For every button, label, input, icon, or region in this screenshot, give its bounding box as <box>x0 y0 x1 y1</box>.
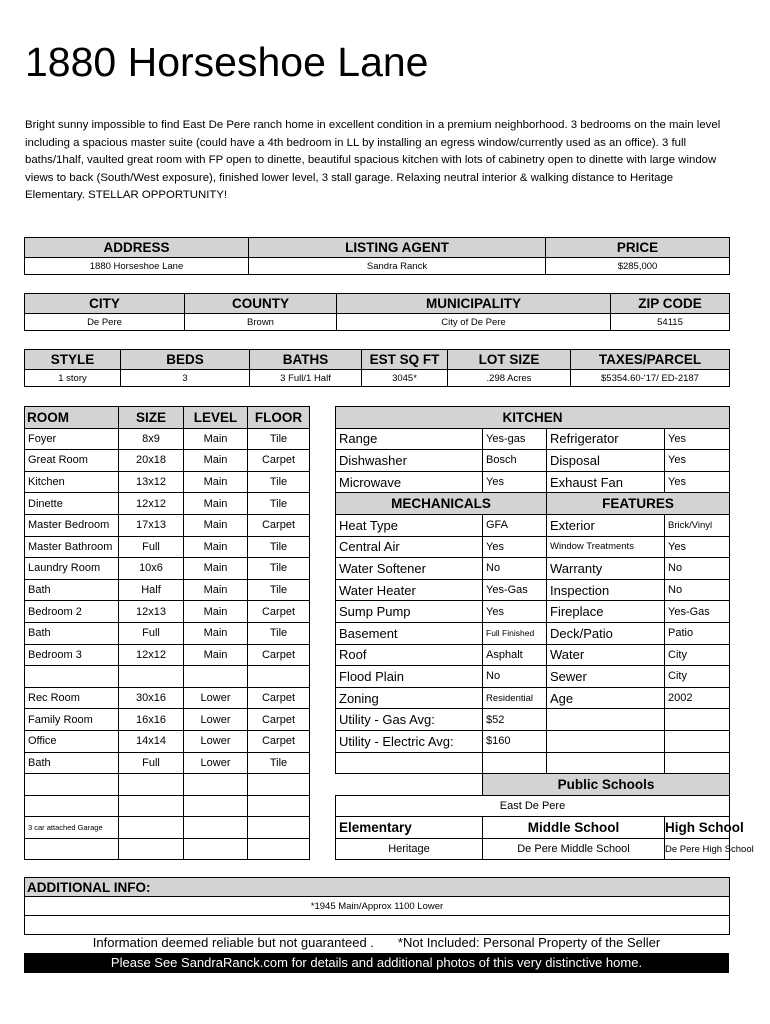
room-floor: Carpet <box>248 687 310 709</box>
room-floor <box>248 817 310 839</box>
room-row <box>25 471 310 493</box>
summary-table-address <box>24 237 730 275</box>
features-table <box>335 406 754 860</box>
room-level: Main <box>184 450 248 472</box>
elementary-school: Heritage <box>336 838 483 860</box>
room-floor <box>248 795 310 817</box>
room-name: Laundry Room <box>25 558 119 580</box>
room-row <box>25 428 310 450</box>
mechanicals-value: GFA <box>483 514 547 536</box>
room-name: Master Bathroom <box>25 536 119 558</box>
mechanicals-value: No <box>483 666 547 688</box>
room-size: 14x14 <box>119 730 184 752</box>
mechanicals-row <box>336 558 730 580</box>
mechanicals-value: Yes-Gas <box>483 579 547 601</box>
mechanicals-feature-label: Exterior <box>547 514 665 536</box>
kitchen-header: KITCHEN <box>336 407 730 429</box>
mechanicals-feature-value <box>665 730 730 752</box>
kitchen-feature-value: Yes <box>665 428 730 450</box>
room-name: Rec Room <box>25 687 119 709</box>
room-floor: Carpet <box>248 644 310 666</box>
taxes-value: $5354.60-'17/ ED-2187 <box>571 370 730 387</box>
mechanicals-value: Yes <box>483 601 547 623</box>
room-row <box>25 687 310 709</box>
mechanicals-feature-value: City <box>665 644 730 666</box>
room-size: 16x16 <box>119 709 184 731</box>
mechanicals-row <box>336 709 730 731</box>
mechanicals-feature-label: Window Treatments <box>547 536 665 558</box>
website-banner: Please See SandraRanck.com for details and additional photos of this very distinctive home. <box>24 953 729 973</box>
room-level: Lower <box>184 730 248 752</box>
room-size <box>119 795 184 817</box>
room-row <box>25 730 310 752</box>
room-floor: Carpet <box>248 709 310 731</box>
kitchen-feature-label: Exhaust Fan <box>547 471 665 493</box>
mechanicals-value: $160 <box>483 730 547 752</box>
floor-header: FLOOR <box>248 407 310 429</box>
mechanicals-feature-label: Fireplace <box>547 601 665 623</box>
room-size: 12x12 <box>119 644 184 666</box>
rooms-table <box>24 406 310 860</box>
mechanicals-value: Residential <box>483 687 547 709</box>
room-row <box>25 622 310 644</box>
room-size <box>119 817 184 839</box>
room-level <box>184 774 248 796</box>
price-value: $285,000 <box>546 258 730 275</box>
mechanicals-label: Flood Plain <box>336 666 483 688</box>
mechanicals-header: MECHANICALS <box>336 493 547 515</box>
room-size: 13x12 <box>119 471 184 493</box>
room-row <box>25 558 310 580</box>
room-header: ROOM <box>25 407 119 429</box>
municipality-value: City of De Pere <box>337 314 611 331</box>
not-included-text: *Not Included: Personal Property of the Seller <box>397 935 661 950</box>
room-name: Kitchen <box>25 471 119 493</box>
room-name <box>25 666 119 688</box>
lot-size-value: .298 Acres <box>448 370 571 387</box>
mechanicals-row <box>336 687 730 709</box>
room-level: Main <box>184 471 248 493</box>
kitchen-feature-label: Disposal <box>547 450 665 472</box>
room-row <box>25 493 310 515</box>
room-size: Full <box>119 536 184 558</box>
room-floor <box>248 774 310 796</box>
schools-header-row <box>336 774 730 796</box>
room-size <box>119 838 184 860</box>
property-description: Bright sunny impossible to find East De Pere ranch home in excellent condition in a premium neighborhood. 3 bedrooms on the main level including a spacious master suite (could have a 4th bedroom in LL by installing an egress window/currently used as an office). 3 full baths/1half, vaulted great room with FP open to dinette, beautiful spacious kitchen with lots of cabinetry open to dinette with large window views to back (South/West exposure), finished lower level, 3 stall garage. Relaxing neutral interior & walking distance to Heritage Elementary. STELLAR OPPORTUNITY! <box>25 119 721 201</box>
room-floor: Tile <box>248 471 310 493</box>
listing-agent-value: Sandra Ranck <box>249 258 546 275</box>
room-level: Main <box>184 536 248 558</box>
county-value: Brown <box>185 314 337 331</box>
room-level: Lower <box>184 709 248 731</box>
mechanicals-row <box>336 579 730 601</box>
room-size: 8x9 <box>119 428 184 450</box>
room-row <box>25 514 310 536</box>
kitchen-feature-value: Yes <box>665 450 730 472</box>
kitchen-label: Microwave <box>336 471 483 493</box>
additional-info-line: *1945 Main/Approx 1100 Lower <box>25 897 730 916</box>
room-floor: Tile <box>248 752 310 774</box>
sqft-value: 3045* <box>362 370 448 387</box>
room-floor: Tile <box>248 428 310 450</box>
room-size: 12x12 <box>119 493 184 515</box>
mechanicals-feature-value: Patio <box>665 622 730 644</box>
room-level: Main <box>184 644 248 666</box>
room-name: Bedroom 2 <box>25 601 119 623</box>
room-name: Dinette <box>25 493 119 515</box>
room-floor: Carpet <box>248 730 310 752</box>
room-floor <box>248 838 310 860</box>
high-school: De Pere High School <box>665 838 730 860</box>
mechanicals-feature-value: No <box>665 579 730 601</box>
mechanicals-label: Roof <box>336 644 483 666</box>
spacer-row <box>336 752 730 774</box>
empty-cell <box>483 752 547 774</box>
kitchen-label: Dishwasher <box>336 450 483 472</box>
sqft-label: EST SQ FT <box>362 350 448 370</box>
room-level: Main <box>184 493 248 515</box>
room-size: 12x13 <box>119 601 184 623</box>
mechanicals-value: Yes <box>483 536 547 558</box>
room-name: Bath <box>25 622 119 644</box>
address-label: ADDRESS <box>25 238 249 258</box>
school-district-row <box>336 795 730 817</box>
mechanicals-feature-value: Yes <box>665 536 730 558</box>
mechanicals-feature-value: No <box>665 558 730 580</box>
room-name: Foyer <box>25 428 119 450</box>
mechanicals-feature-value: Yes-Gas <box>665 601 730 623</box>
kitchen-feature-value: Yes <box>665 471 730 493</box>
city-label: CITY <box>25 294 185 314</box>
room-size: Half <box>119 579 184 601</box>
additional-info-table <box>24 877 730 935</box>
kitchen-feature-label: Refrigerator <box>547 428 665 450</box>
room-size: 20x18 <box>119 450 184 472</box>
mechanicals-row <box>336 601 730 623</box>
room-level <box>184 838 248 860</box>
room-level: Main <box>184 601 248 623</box>
room-name <box>25 774 119 796</box>
room-row <box>25 666 310 688</box>
mechanicals-feature-label: Sewer <box>547 666 665 688</box>
room-row <box>25 752 310 774</box>
room-level: Lower <box>184 687 248 709</box>
mechanicals-value: Full Finished <box>483 622 547 644</box>
room-level: Main <box>184 514 248 536</box>
mechanicals-label: Central Air <box>336 536 483 558</box>
beds-value: 3 <box>121 370 250 387</box>
mechanicals-row <box>336 644 730 666</box>
zip-value: 54115 <box>611 314 730 331</box>
additional-info-line-2 <box>25 916 730 935</box>
room-name: Bath <box>25 579 119 601</box>
room-level: Main <box>184 579 248 601</box>
mechanicals-feature-value: Brick/Vinyl <box>665 514 730 536</box>
room-floor: Tile <box>248 536 310 558</box>
disclaimer-text: Information deemed reliable but not guaranteed . <box>92 935 374 950</box>
style-label: STYLE <box>25 350 121 370</box>
room-row <box>25 774 310 796</box>
room-size: Full <box>119 622 184 644</box>
room-floor: Tile <box>248 622 310 644</box>
mechanicals-row <box>336 730 730 752</box>
address-value: 1880 Horseshoe Lane <box>25 258 249 275</box>
mechanicals-label: Water Heater <box>336 579 483 601</box>
mechanicals-label: Water Softener <box>336 558 483 580</box>
room-name: Family Room <box>25 709 119 731</box>
room-name: Great Room <box>25 450 119 472</box>
room-name: Office <box>25 730 119 752</box>
room-row <box>25 450 310 472</box>
empty-cell <box>547 752 665 774</box>
mechanicals-value: $52 <box>483 709 547 731</box>
mechanicals-feature-label: Warranty <box>547 558 665 580</box>
taxes-label: TAXES/PARCEL <box>571 350 730 370</box>
mechanicals-label: Utility - Gas Avg: <box>336 709 483 731</box>
room-name: Master Bedroom <box>25 514 119 536</box>
baths-label: BATHS <box>250 350 362 370</box>
room-level <box>184 795 248 817</box>
price-label: PRICE <box>546 238 730 258</box>
middle-school: De Pere Middle School <box>483 838 665 860</box>
beds-label: BEDS <box>121 350 250 370</box>
mechanicals-value: Asphalt <box>483 644 547 666</box>
mechanicals-feature-label: Water <box>547 644 665 666</box>
room-name: 3 car attached Garage <box>25 817 119 839</box>
room-row <box>25 579 310 601</box>
public-schools-header: Public Schools <box>483 774 730 796</box>
baths-value: 3 Full/1 Half <box>250 370 362 387</box>
room-level: Main <box>184 622 248 644</box>
room-level: Lower <box>184 752 248 774</box>
disclaimer-line <box>24 935 729 950</box>
mechanicals-feature-label: Deck/Patio <box>547 622 665 644</box>
school-names-row <box>336 838 730 860</box>
school-district: East De Pere <box>336 795 730 817</box>
room-size: Full <box>119 752 184 774</box>
room-level: Main <box>184 558 248 580</box>
elementary-label: Elementary <box>336 817 483 839</box>
mechanicals-feature-label: Inspection <box>547 579 665 601</box>
mechanicals-row <box>336 666 730 688</box>
room-name <box>25 838 119 860</box>
room-floor: Carpet <box>248 514 310 536</box>
room-row <box>25 709 310 731</box>
style-value: 1 story <box>25 370 121 387</box>
mechanicals-label: Utility - Electric Avg: <box>336 730 483 752</box>
middle-school-label: Middle School <box>483 817 665 839</box>
level-header: LEVEL <box>184 407 248 429</box>
room-floor: Tile <box>248 493 310 515</box>
mechanicals-feature-label <box>547 730 665 752</box>
room-floor: Carpet <box>248 450 310 472</box>
room-level: Main <box>184 428 248 450</box>
city-value: De Pere <box>25 314 185 331</box>
mechanicals-value: No <box>483 558 547 580</box>
school-labels-row <box>336 817 730 839</box>
kitchen-label: Range <box>336 428 483 450</box>
empty-cell <box>665 752 730 774</box>
summary-table-location <box>24 293 730 331</box>
room-level <box>184 817 248 839</box>
empty-cell <box>336 752 483 774</box>
kitchen-row <box>336 428 730 450</box>
room-name <box>25 795 119 817</box>
kitchen-value: Yes <box>483 471 547 493</box>
room-size <box>119 666 184 688</box>
mechanicals-label: Zoning <box>336 687 483 709</box>
size-header: SIZE <box>119 407 184 429</box>
room-size: 17x13 <box>119 514 184 536</box>
room-row <box>25 838 310 860</box>
room-floor: Tile <box>248 579 310 601</box>
mechanicals-label: Sump Pump <box>336 601 483 623</box>
kitchen-row <box>336 450 730 472</box>
additional-info-header: ADDITIONAL INFO: <box>25 878 730 897</box>
room-row <box>25 795 310 817</box>
kitchen-value: Bosch <box>483 450 547 472</box>
mechanicals-label: Heat Type <box>336 514 483 536</box>
municipality-label: MUNICIPALITY <box>337 294 611 314</box>
room-name: Bedroom 3 <box>25 644 119 666</box>
mechanicals-feature-value: City <box>665 666 730 688</box>
room-size <box>119 774 184 796</box>
room-level <box>184 666 248 688</box>
mechanicals-feature-value: 2002 <box>665 687 730 709</box>
mechanicals-label: Basement <box>336 622 483 644</box>
lot-size-label: LOT SIZE <box>448 350 571 370</box>
kitchen-value: Yes-gas <box>483 428 547 450</box>
mechanicals-feature-label <box>547 709 665 731</box>
summary-table-specs <box>24 349 730 387</box>
page-title: 1880 Horseshoe Lane <box>25 39 429 85</box>
features-header: FEATURES <box>547 493 730 515</box>
room-size: 30x16 <box>119 687 184 709</box>
mechanicals-row <box>336 622 730 644</box>
room-row <box>25 536 310 558</box>
room-floor: Carpet <box>248 601 310 623</box>
room-floor <box>248 666 310 688</box>
mechanicals-header-row <box>336 493 730 515</box>
blank-cell <box>336 774 483 796</box>
room-name: Bath <box>25 752 119 774</box>
mechanicals-row <box>336 536 730 558</box>
room-size: 10x6 <box>119 558 184 580</box>
kitchen-row <box>336 471 730 493</box>
listing-agent-label: LISTING AGENT <box>249 238 546 258</box>
mechanicals-feature-label: Age <box>547 687 665 709</box>
high-school-label: High School <box>665 817 730 839</box>
mechanicals-row <box>336 514 730 536</box>
mechanicals-feature-value <box>665 709 730 731</box>
room-row <box>25 644 310 666</box>
room-row <box>25 817 310 839</box>
room-row <box>25 601 310 623</box>
room-floor: Tile <box>248 558 310 580</box>
zip-label: ZIP CODE <box>611 294 730 314</box>
county-label: COUNTY <box>185 294 337 314</box>
